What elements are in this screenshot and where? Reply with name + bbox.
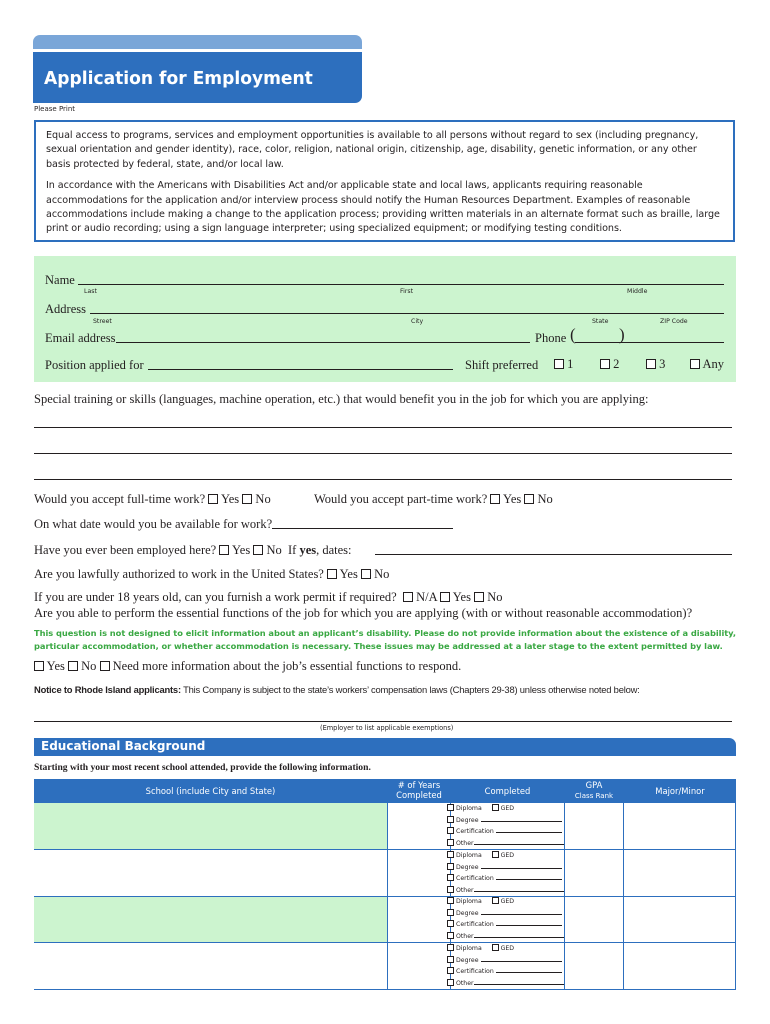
other-label: Other [456,886,474,894]
employed-before-question [34,543,352,558]
diploma-label: Diploma [456,852,482,859]
diploma-label: Diploma [456,898,482,905]
column-divider [623,779,624,990]
authorized-question [34,567,389,582]
name-label: Name [45,273,75,287]
school-cell[interactable] [34,803,387,849]
ged-label: GED [500,898,515,905]
certification-field[interactable] [496,972,562,973]
diploma-checkbox[interactable] [447,897,454,904]
employed-no-checkbox[interactable] [253,545,263,555]
shift-option-label: 1 [567,357,574,371]
ged-checkbox[interactable] [492,851,499,858]
column-divider [387,779,388,990]
diploma-label: Diploma [456,945,482,952]
address-field[interactable] [90,313,724,314]
authorized-no-checkbox[interactable] [361,569,371,579]
row-divider [34,989,736,990]
degree-field[interactable] [481,961,562,962]
address-label: Address [45,302,86,316]
yes-label: Yes [503,492,522,506]
certification-checkbox[interactable] [447,874,454,881]
col-gpa-line2: Class Rank [574,791,614,800]
col-years-line1: # of Years [397,780,441,790]
col-school-header: School (include City and State) [145,786,276,796]
name-last-caption: Last [84,288,97,295]
row-divider [34,942,736,943]
education-title: Educational Background [41,739,206,753]
other-label: Other [456,839,474,847]
certification-label: Certification [456,921,494,928]
eeo-notice-paragraph: Equal access to programs, services and employment opportunities is available to all persons without regard to sex (including pregnancy, sexual orientation and gender identity), race, color, religion, national origin, citizenship, age, disability, genetic information, or any other basis protected by federal, state, and/or local law. [46,130,699,170]
yes-label: Yes [232,543,251,557]
other-label: Other [456,979,474,987]
part-time-no-checkbox[interactable] [524,494,534,504]
address-street-caption: Street [93,318,112,325]
col-major-header: Major/Minor [655,786,705,796]
shift-label: Shift preferred [465,358,539,372]
name-first-caption: First [400,288,414,295]
other-field[interactable] [474,937,564,938]
other-checkbox[interactable] [447,979,454,986]
col-years-line2: Completed [396,789,442,800]
position-label: Position applied for [45,358,144,372]
ged-label: GED [500,852,515,859]
available-date-label: On what date would you be available for work? [34,517,273,531]
dates-label: , dates: [316,543,352,557]
essential-functions-question: Are you able to perform the essential functions of the job for which you are applying (with or without reasonable accommodation)? [34,606,693,620]
no-label: No [255,492,271,506]
certification-label: Certification [456,875,494,882]
certification-field[interactable] [496,832,562,833]
part-time-yes-checkbox[interactable] [490,494,500,504]
header-accent-bar [33,35,362,49]
other-label: Other [456,932,474,940]
other-checkbox[interactable] [447,886,454,893]
other-field[interactable] [474,891,564,892]
training-answer-line[interactable] [34,453,732,454]
ada-notice-paragraph: In accordance with the Americans with Disabilities Act and/or applicable state and local laws, applicants requiring reasonable accommodations for the application and/or interview process should notify the Human Resources Department. Examples of reasonable accommodations include making a change to the application process; providing written materials in an alternate format such as braille, large print or audio recording; using a sign language interpreter; using specialized equipment; or modifying testing conditions. [46,180,720,235]
address-state-caption: State [592,318,609,325]
degree-checkbox[interactable] [447,956,454,963]
diploma-checkbox[interactable] [447,851,454,858]
position-field[interactable] [148,369,453,370]
certification-checkbox[interactable] [447,967,454,974]
email-field[interactable] [116,342,530,343]
email-label: Email address [45,331,116,345]
degree-field[interactable] [481,868,562,869]
phone-label: Phone [535,331,567,345]
completed-options [447,803,564,849]
no-label: No [487,590,503,604]
rhode-island-notice [34,684,640,695]
yes-label: Yes [339,567,358,581]
if-yes-label: yes [299,543,317,557]
col-years-header [388,781,450,800]
education-table [34,779,736,990]
ged-label: GED [500,945,515,952]
full-time-no-checkbox[interactable] [242,494,252,504]
if-label: If [287,543,297,557]
degree-checkbox[interactable] [447,909,454,916]
authorized-label: Are you lawfully authorized to work in the United States? [34,567,324,581]
certification-label: Certification [456,968,494,975]
shift-option-1[interactable] [554,357,573,372]
row-divider [34,849,736,850]
certification-checkbox[interactable] [447,827,454,834]
other-field[interactable] [474,984,564,985]
checkbox[interactable] [690,359,700,369]
phone-area-open: ( [570,325,576,344]
col-completed-header: Completed [484,786,531,796]
employed-before-label: Have you ever been employed here? [34,543,217,557]
certification-checkbox[interactable] [447,920,454,927]
under-18-question [34,590,502,605]
checkbox[interactable] [600,359,610,369]
no-label: No [537,492,553,506]
degree-label: Degree [456,956,479,964]
degree-label: Degree [456,909,479,917]
no-label: No [374,567,390,581]
full-time-question [34,492,271,507]
phone-area-close: ) [619,325,625,344]
completed-options [447,850,564,896]
shift-option-label: 3 [659,357,666,371]
yes-label: Yes [46,659,65,673]
degree-checkbox[interactable] [447,816,454,823]
checkbox[interactable] [554,359,564,369]
degree-field[interactable] [481,914,562,915]
column-divider [735,779,736,990]
ged-label: GED [500,805,515,812]
shift-option-label: 2 [613,357,620,371]
checkbox[interactable] [646,359,656,369]
ri-notice-label: Notice to Rhode Island applicants: [34,684,181,695]
need-more-info-checkbox[interactable] [100,661,110,671]
under-18-yes-checkbox[interactable] [440,592,450,602]
eeo-notice-box [34,120,735,242]
full-time-label: Would you accept full-time work? [34,492,206,506]
shift-option-any[interactable] [690,357,724,372]
ged-checkbox[interactable] [492,897,499,904]
na-label: N/A [416,590,437,604]
employed-yes-checkbox[interactable] [219,545,229,555]
other-checkbox[interactable] [447,932,454,939]
col-gpa-line1: GPA [585,780,603,790]
ged-checkbox[interactable] [492,944,499,951]
full-time-yes-checkbox[interactable] [208,494,218,504]
disability-disclaimer: This question is not designed to elicit information about an applicant’s disability. Please do not provide information about the existence of a disability, particular accommodation, or whether accommodation is necessary. These issues may be addressed at a later stage to the extent permitted by law. [34,628,736,651]
education-intro: Starting with your most recent school attended, provide the following information. [34,762,371,773]
degree-label: Degree [456,816,479,824]
address-zip-caption: ZIP Code [660,318,688,325]
diploma-label: Diploma [456,805,482,812]
diploma-checkbox[interactable] [447,804,454,811]
part-time-question [314,492,553,507]
certification-label: Certification [456,828,494,835]
under-18-label: If you are under 18 years old, can you furnish a work permit if required? [34,590,397,604]
employed-dates-field[interactable] [375,554,732,555]
employer-exemptions-field[interactable] [34,721,732,722]
no-label: No [81,659,97,673]
essential-functions-answers [34,659,461,674]
school-cell[interactable] [34,896,387,942]
part-time-label: Would you accept part-time work? [314,492,488,506]
other-checkbox[interactable] [447,839,454,846]
please-print-note: Please Print [34,105,76,113]
name-field[interactable] [78,284,724,285]
other-field[interactable] [474,844,564,845]
degree-checkbox[interactable] [447,863,454,870]
yes-label: Yes [452,590,471,604]
employer-exemptions-caption: (Employer to list applicable exemptions) [320,724,454,732]
shift-option-label: Any [702,357,724,371]
column-divider [564,779,565,990]
shift-option-2[interactable] [600,357,619,372]
need-more-info-label: Need more information about the job’s essential functions to respond. [112,659,462,673]
page-title: Application for Employment [44,68,313,89]
completed-options [447,896,564,942]
yes-label: Yes [220,492,240,506]
authorized-yes-checkbox[interactable] [327,569,337,579]
row-divider [34,896,736,897]
name-middle-caption: Middle [627,288,648,295]
certification-field[interactable] [496,925,562,926]
training-answer-line[interactable] [34,479,732,480]
ri-notice-text: This Company is subject to the state’s workers’ compensation laws (Chapters 29-38) unless otherwise noted below: [180,684,640,695]
completed-options [447,943,564,989]
available-date-field[interactable] [272,528,453,529]
diploma-checkbox[interactable] [447,944,454,951]
under-18-no-checkbox[interactable] [474,592,484,602]
address-city-caption: City [411,318,424,325]
degree-field[interactable] [481,821,562,822]
phone-field[interactable] [575,342,724,343]
ged-checkbox[interactable] [492,804,499,811]
training-question: Special training or skills (languages, machine operation, etc.) that would benefit you in the job for which you are applying: [34,392,649,406]
degree-label: Degree [456,863,479,871]
training-answer-line[interactable] [34,427,732,428]
certification-field[interactable] [496,879,562,880]
under-18-na-checkbox[interactable] [403,592,413,602]
essential-no-checkbox[interactable] [68,661,78,671]
col-gpa-header [565,781,623,801]
shift-option-3[interactable] [646,357,665,372]
no-label: No [266,543,282,557]
essential-yes-checkbox[interactable] [34,661,44,671]
